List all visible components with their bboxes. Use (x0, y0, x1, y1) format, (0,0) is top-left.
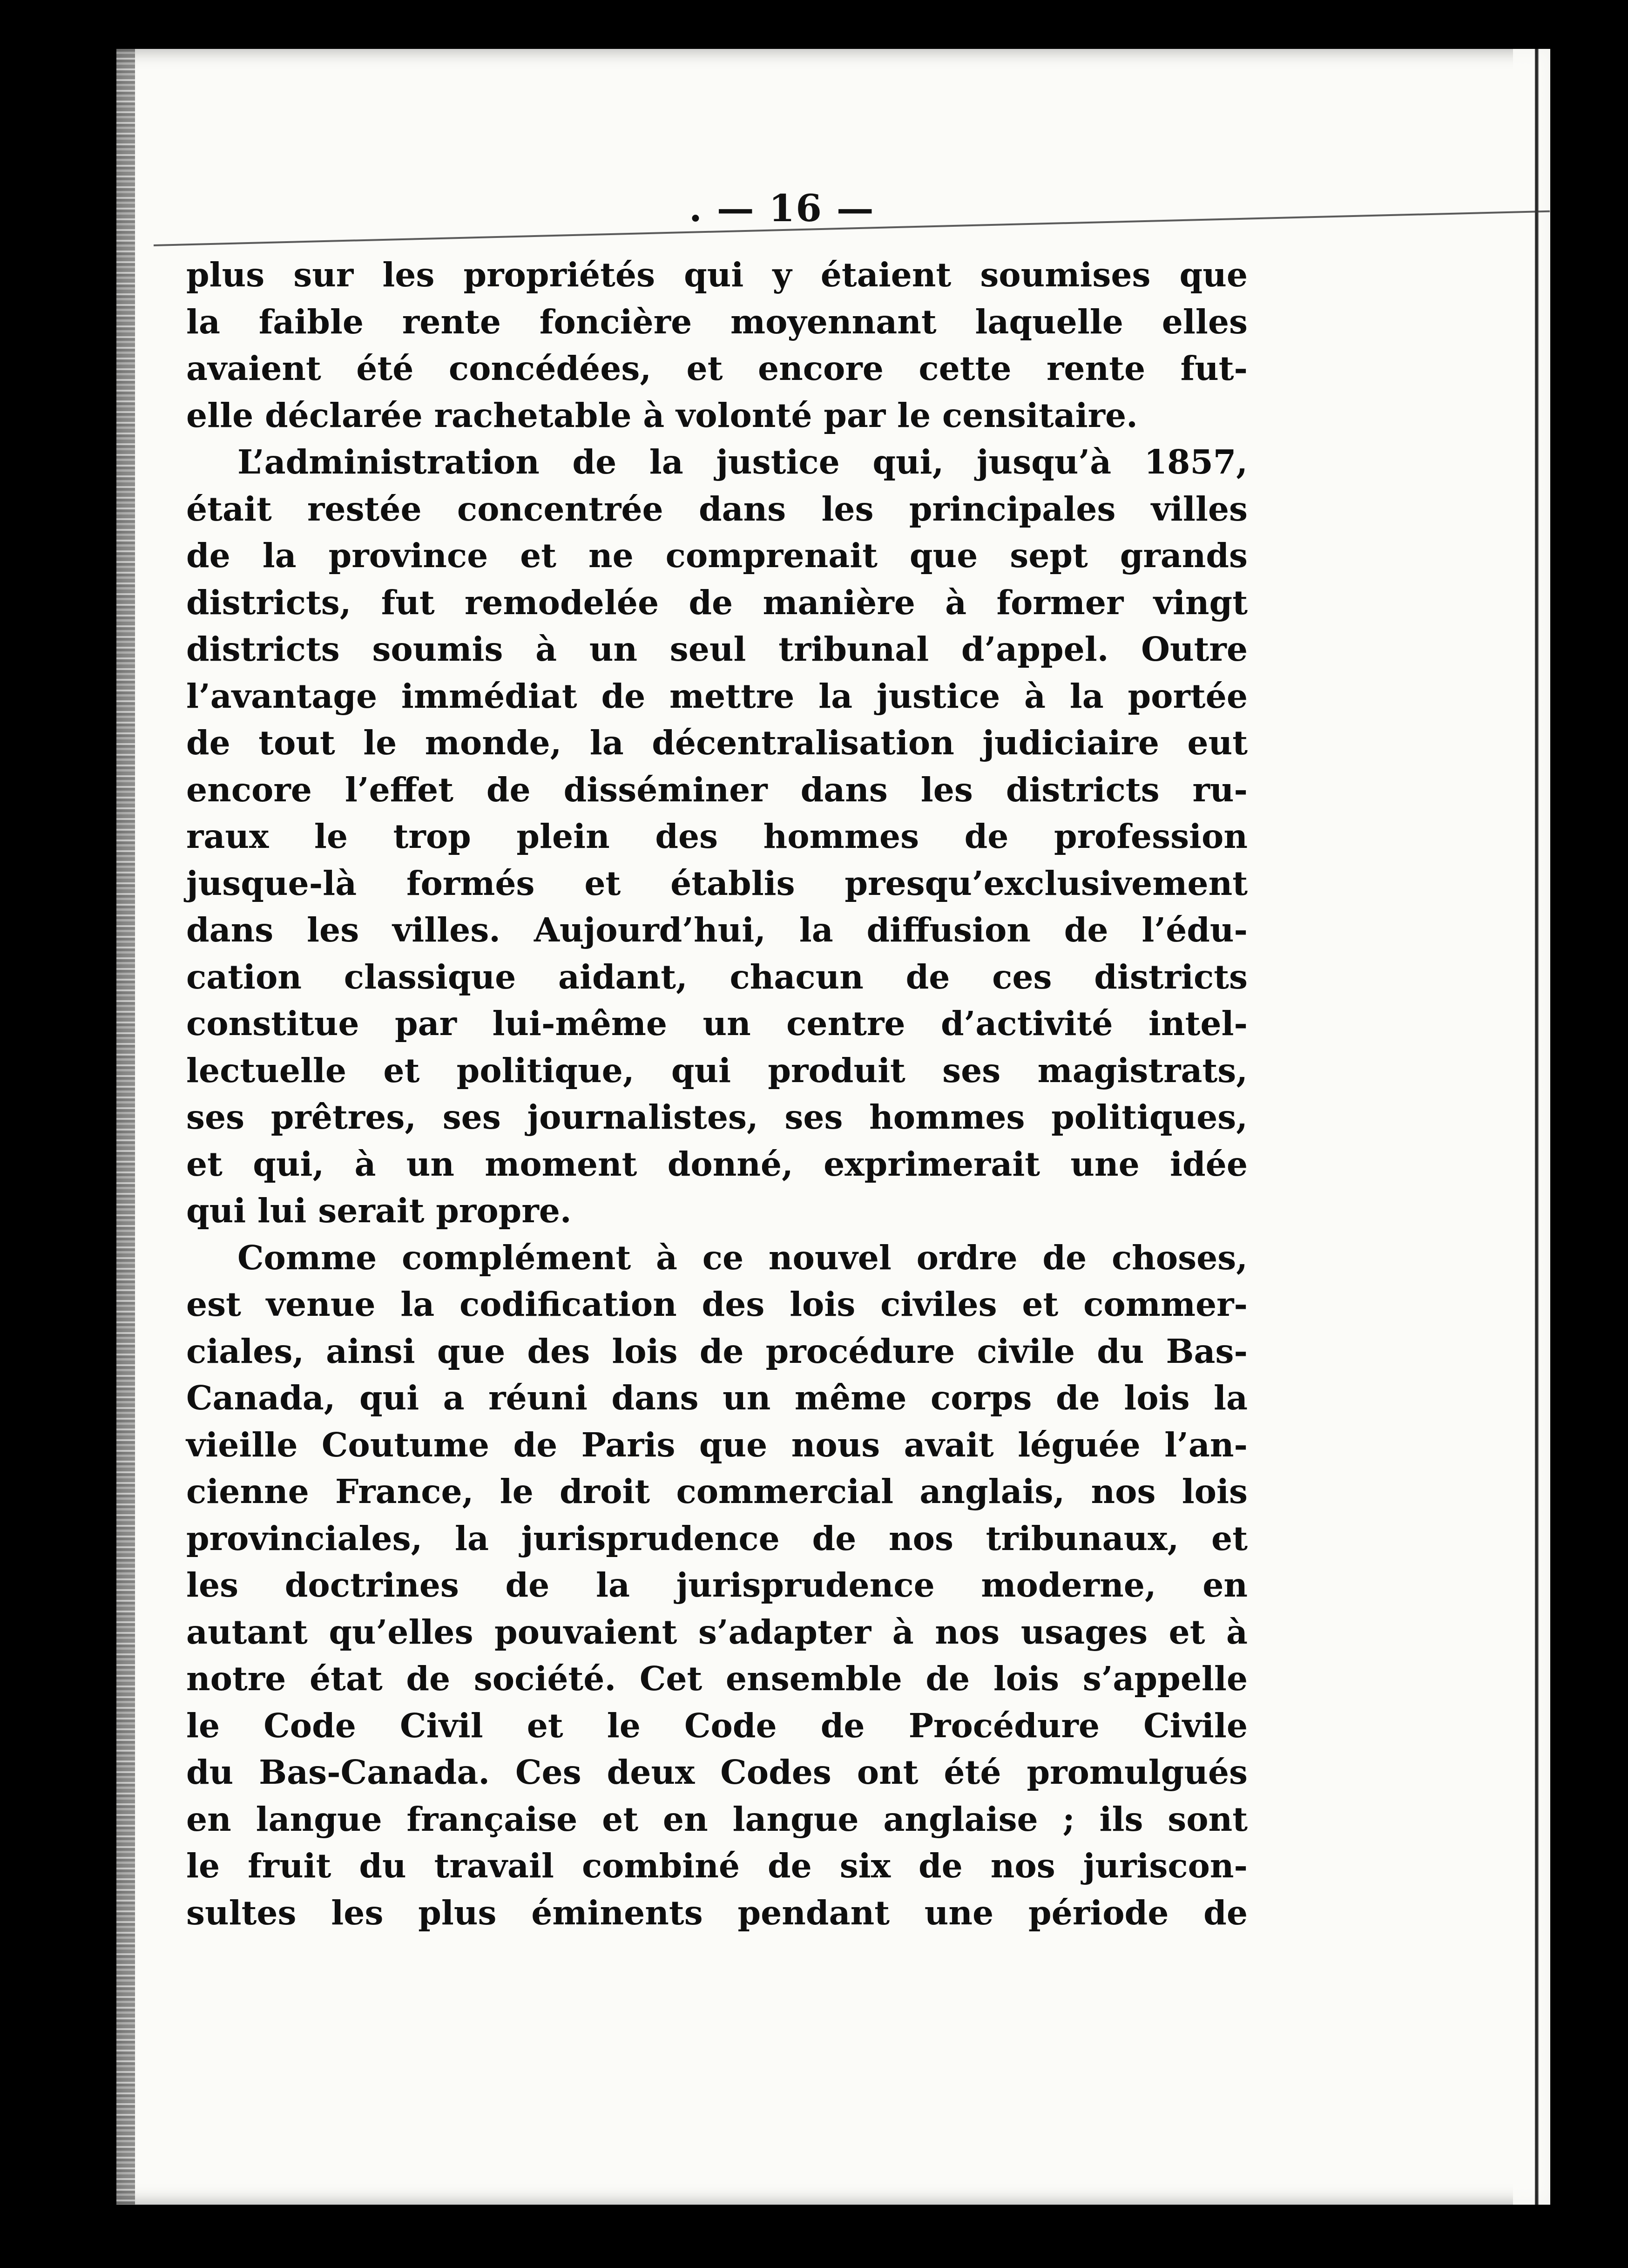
text-line: dans les villes. Aujourd’hui, la diffusion de l’édu- (186, 910, 1248, 949)
text-line: Comme complément à ce nouvel ordre de choses, (237, 1238, 1248, 1277)
text-line: cation classique aidant, chacun de ces districts (186, 957, 1248, 996)
text-line: du Bas-Canada. Ces deux Codes ont été promulgués (186, 1753, 1248, 1792)
text-line: ciales, ainsi que des lois de procédure civile du Bas- (186, 1331, 1248, 1371)
text-line: constitue par lui-même un centre d’activité intel- (186, 1004, 1248, 1043)
text-line: la faible rente foncière moyennant laquelle elles (186, 302, 1248, 341)
text-line: était restée concentrée dans les principales villes (186, 489, 1248, 528)
text-line: provinciales, la jurisprudence de nos tribunaux, et (186, 1518, 1248, 1558)
text-line: raux le trop plein des hommes de profession (186, 817, 1248, 856)
text-line: districts, fut remodelée de manière à former vingt (186, 582, 1248, 622)
text-line: encore l’effet de disséminer dans les districts ru- (186, 770, 1248, 809)
text-line: L’administration de la justice qui, jusqu’à 1857, (237, 442, 1248, 481)
text-line: lectuelle et politique, qui produit ses magistrats, (186, 1050, 1248, 1090)
text-line: les doctrines de la jurisprudence moderne, en (186, 1565, 1248, 1605)
text-line: vieille Coutume de Paris que nous avait léguée l’an- (186, 1425, 1248, 1464)
text-line: cienne France, le droit commercial anglais, nos lois (186, 1472, 1248, 1511)
text-line: avaient été concédées, et encore cette rente fut- (186, 349, 1248, 388)
text-line: qui lui serait propre. (186, 1191, 572, 1230)
text-line: l’avantage immédiat de mettre la justice à la portée (186, 676, 1248, 716)
text-line: le Code Civil et le Code de Procédure Civile (186, 1706, 1248, 1745)
page-left-edge (116, 49, 135, 2205)
text-line: jusque-là formés et établis presqu’exclusivement (186, 863, 1248, 903)
text-line: ses prêtres, ses journalistes, ses hommes politiques, (186, 1097, 1248, 1137)
text-line: Canada, qui a réuni dans un même corps de lois la (186, 1378, 1248, 1417)
text-line: notre état de société. Cet ensemble de lois s’appelle (186, 1659, 1248, 1698)
page-right-edge (1513, 49, 1550, 2205)
text-line: de la province et ne comprenait que sept grands (186, 536, 1248, 575)
text-line: plus sur les propriétés qui y étaient soumises que (186, 255, 1248, 294)
text-line: autant qu’elles pouvaient s’adapter à nos usages et à (186, 1612, 1248, 1652)
body-text (186, 251, 1248, 1936)
text-line: de tout le monde, la décentralisation judiciaire eut (186, 723, 1248, 762)
page-number: . — 16 — (689, 186, 875, 230)
text-line: districts soumis à un seul tribunal d’appel. Outre (186, 630, 1248, 669)
text-line: le fruit du travail combiné de six de nos juriscon- (186, 1846, 1248, 1885)
text-line: elle déclarée rachetable à volonté par le censitaire. (186, 395, 1138, 435)
text-line: sultes les plus éminents pendant une période de (186, 1893, 1248, 1932)
text-line: et qui, à un moment donné, exprimerait une idée (186, 1144, 1248, 1184)
text-line: est venue la codification des lois civiles et commer- (186, 1285, 1248, 1324)
text-line: en langue française et en langue anglaise ; ils sont (186, 1799, 1248, 1839)
